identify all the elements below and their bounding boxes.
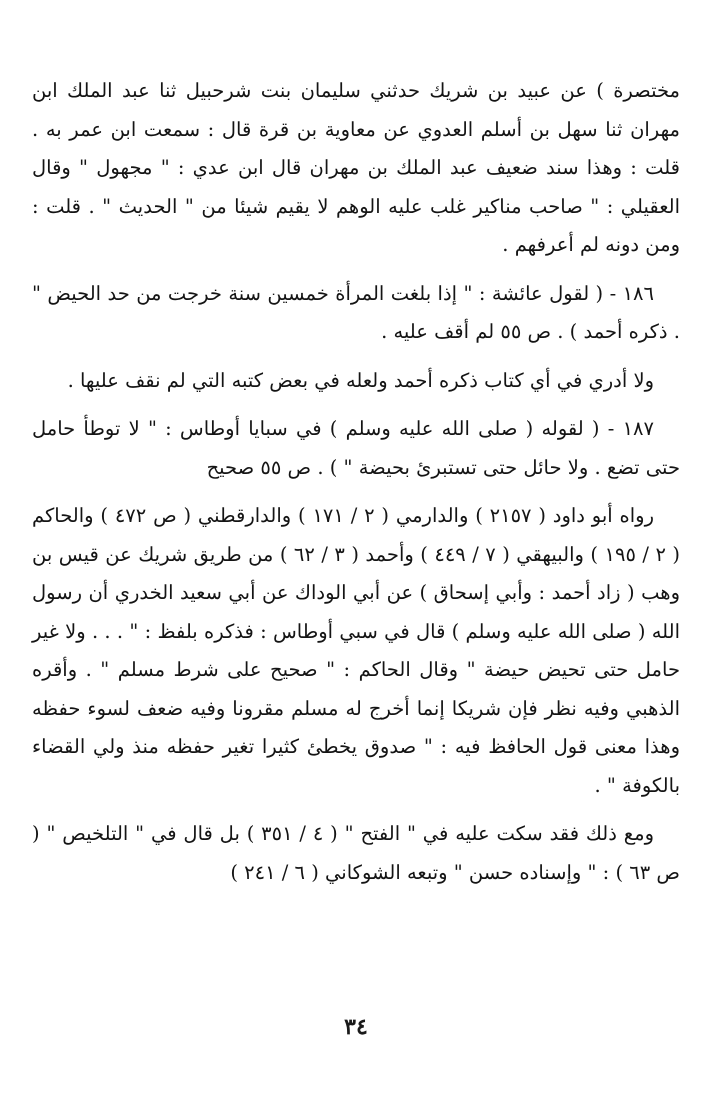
paragraph-hadith-186: ١٨٦ - ( لقول عائشة : " إذا بلغت المرأة خمسين سنة خرجت من حد الحيض " . ذكره أحمد ) . ص ٥٥ لم أقف عليه . (32, 281, 680, 343)
paragraph-hadith-isnad-note: مختصرة ) عن عبيد بن شريك حدثني سليمان بنت شرحبيل ثنا عبد الملك ابن مهران ثنا سهل بن أسلم العدوي عن معاوية بن قرة قال : سمعت ابن عمر به . قلت : وهذا سند ضعيف عبد الملك بن مهران قال ابن عدي : " مجهول " وقال العقيلي : " صاحب مناكير غلب عليه الوهم لا يقيم شيئا من " الحديث " . قلت : ومن دونه لم أعرفهم . (32, 79, 680, 256)
page-number: ٣٤ (344, 1014, 368, 1040)
paragraph-hadith-187-takhrij: رواه أبو داود ( ٢١٥٧ ) والدارمي ( ٢ / ١٧١ ) والدارقطني ( ص ٤٧٢ ) والحاكم ( ٢ / ١٩٥ ) والبيهقي ( ٧ / ٤٤٩ ) وأحمد ( ٣ / ٦٢ ) من طريق شريك عن قيس بن وهب ( زاد أحمد : وأبي إسحاق ) عن أبي الوداك عن أبي سعيد الخدري أن رسول الله ( صلى الله عليه وسلم ) قال في سبي أوطاس : فذكره بلفظ : " . . . ولا غير حامل حتى تحيض حيضة " وقال الحاكم : " صحيح على شرط مسلم " . وأقره الذهبي وفيه نظر فإن شريكا إنما أخرج له مسلم مقرونا وفيه ضعف لسوء حفظه وهذا معنى قول الحافظ فيه : " صدوق يخطئ كثيرا تغير حفظه منذ ولي القضاء بالكوفة " . (32, 504, 681, 797)
document-body (32, 72, 680, 902)
paragraph-hadith-187-comment: ومع ذلك فقد سكت عليه في " الفتح " ( ٤ / ٣٥١ ) بل قال في " التلخيص " ( ص ٦٣ ) : " وإسناده حسن " وتبعه الشوكاني ( ٦ / ٢٤١ ) (32, 822, 680, 884)
paragraph-hadith-187: ١٨٧ - ( لقوله ( صلى الله عليه وسلم ) في سبايا أوطاس : " لا توطأ حامل حتى تضع . ولا حائل حتى تستبرئ بحيضة " ) . ص ٥٥ صحيح (32, 417, 680, 479)
paragraph-hadith-186-comment: ولا أدري في أي كتاب ذكره أحمد ولعله في بعض كتبه التي لم نقف عليها . (67, 368, 654, 392)
